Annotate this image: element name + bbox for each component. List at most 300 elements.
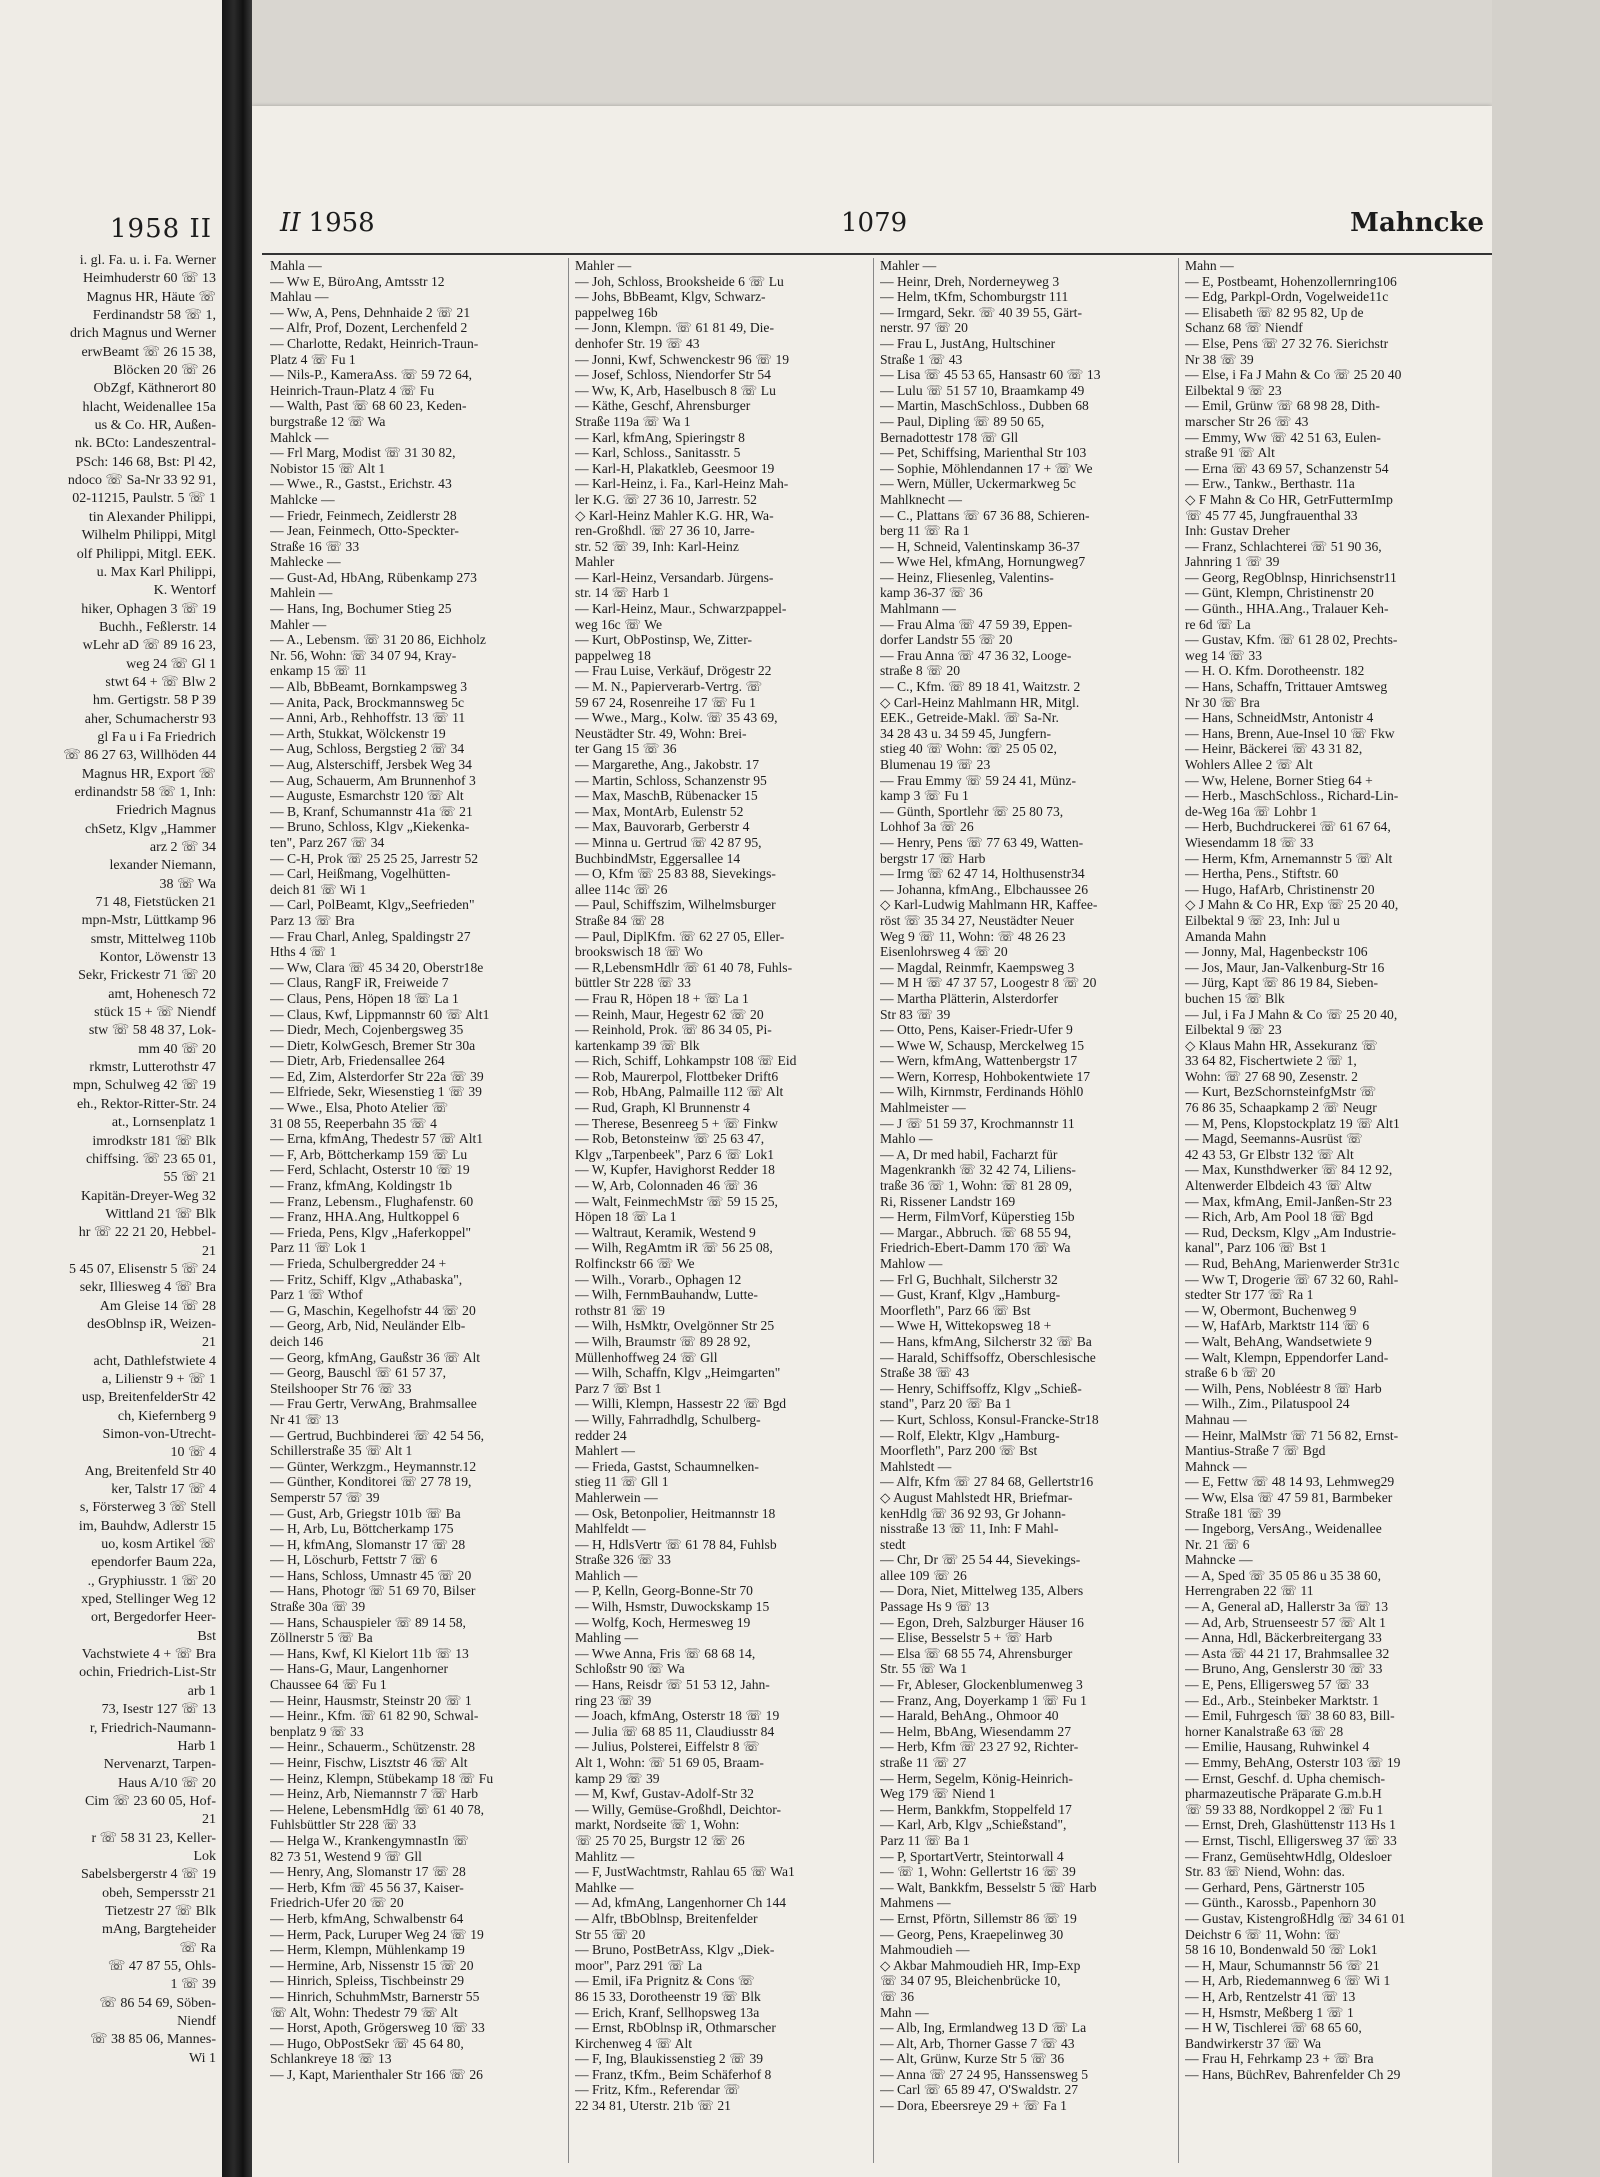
directory-entry-line: — Franz, GemüsehtwHdlg, Oldesloer — [1185, 1848, 1392, 1864]
directory-entry-line: allee 114c ☏ 26 — [575, 881, 668, 897]
left-page-line: hlacht, Weidenallee 15a — [82, 399, 216, 415]
directory-entry-line: kamp 29 ☏ 39 — [575, 1770, 660, 1786]
directory-entry-line: — Georg, kfmAng, Gaußstr 36 ☏ Alt — [270, 1349, 481, 1365]
directory-entry-line: — Johanna, kfmAng., Elbchaussee 26 — [880, 881, 1089, 897]
directory-entry-line: benplatz 9 ☏ 33 — [270, 1723, 364, 1739]
left-page-line: gl Fa u i Fa Friedrich — [97, 729, 216, 745]
directory-entry-line: — Gust, Kranf, Klgv „Hamburg- — [880, 1287, 1061, 1303]
directory-entry-line: — Elisabeth ☏ 82 95 82, Up de — [1185, 304, 1364, 320]
directory-entry-line: Mantius-Straße 7 ☏ Bgd — [1185, 1443, 1326, 1459]
directory-entry-line: Deichstr 6 ☏ 11, Wohn: ☏ — [1185, 1926, 1341, 1942]
directory-entry-line: — Minna u. Gertrud ☏ 42 87 95, — [575, 834, 762, 850]
directory-entry-line: — Claus, Pens, Höpen 18 ☏ La 1 — [270, 990, 459, 1006]
directory-entry-line: — F, JustWachtmstr, Rahlau 65 ☏ Wa1 — [575, 1864, 795, 1880]
directory-entry-line: — Günth, Sportlehr ☏ 25 80 73, — [880, 803, 1064, 819]
left-page-line: ochin, Friedrich-List-Str — [79, 1665, 216, 1681]
directory-entry-line: — Günth., HHA.Ang., Tralauer Keh- — [1185, 601, 1389, 617]
directory-entry-line: — Frl Marg, Modist ☏ 31 30 82, — [270, 445, 456, 461]
directory-entry-line: — Gust, Arb, Griegstr 101b ☏ Ba — [270, 1505, 461, 1521]
directory-entry-line: — Dietr, KolwGesch, Bremer Str 30a — [270, 1037, 476, 1053]
directory-entry-line: — Diedr, Mech, Cojenbergsweg 35 — [270, 1022, 464, 1038]
directory-entry-line: — Wilh, HsMktr, Ovelgönner Str 25 — [575, 1318, 775, 1334]
directory-entry-line: — Fr, Ableser, Glockenblumenweg 3 — [880, 1677, 1083, 1693]
directory-entry-line: Mahlein — — [270, 585, 333, 601]
directory-entry-line: — Frau Emmy ☏ 59 24 41, Münz- — [880, 772, 1076, 788]
directory-entry-line: Nobistor 15 ☏ Alt 1 — [270, 460, 386, 476]
directory-entry-line: marscher Str 26 ☏ 43 — [1185, 413, 1309, 429]
directory-entry-line: Straße 30a ☏ 39 — [270, 1599, 366, 1615]
directory-entry-line: — Harald, BehAng., Ohmoor 40 — [880, 1708, 1059, 1724]
directory-entry-line: — Rob, Betonsteinw ☏ 25 63 47, — [575, 1131, 765, 1147]
directory-entry-line: — Ed, Zim, Alsterdorfer Str 22a ☏ 39 — [270, 1068, 484, 1084]
directory-entry-line: — H, HdlsVertr ☏ 61 78 84, Fuhlsb — [575, 1536, 777, 1552]
directory-entry-line: — Otto, Pens, Kaiser-Friedr-Ufer 9 — [880, 1022, 1073, 1038]
left-page-line: Wilhelm Philippi, Mitgl — [81, 528, 216, 544]
directory-entry-line: — Frieda, Gastst, Schaumnelken- — [575, 1458, 759, 1474]
left-page-line: i. gl. Fa. u. i. Fa. Werner — [79, 253, 216, 268]
directory-entry-line: ren-Großhdl. ☏ 27 36 10, Jarre- — [575, 523, 755, 539]
directory-entry-line: Mahler — — [880, 258, 937, 273]
directory-entry-line: — Magd, Seemanns-Ausrüst ☏ — [1185, 1131, 1363, 1147]
directory-entry-line: — Heinr., Kfm. ☏ 61 82 90, Schwal- — [270, 1708, 479, 1724]
directory-entry-line: — Herm, Kfm, Arnemannstr 5 ☏ Alt — [1185, 850, 1393, 866]
directory-entry-line: — H, Arb, Rentzelstr 41 ☏ 13 — [1185, 1988, 1356, 2004]
directory-entry-line: — Günt, Klempn, Christinenstr 20 — [1185, 585, 1374, 601]
left-page-line: Wittland 21 ☏ Blk — [105, 1206, 216, 1222]
directory-entry-line: — Heinr, Fischw, Lisztstr 46 ☏ Alt — [270, 1755, 468, 1770]
directory-entry-line: — H, Arb, Riedemannweg 6 ☏ Wi 1 — [1185, 1973, 1391, 1989]
directory-entry-line: Mahlmann — — [880, 601, 956, 617]
directory-entry-line: — Herb, Buchdruckerei ☏ 61 67 64, — [1185, 819, 1391, 835]
directory-entry-line: ◇ F Mahn & Co HR, GetrFuttermImp — [1185, 491, 1393, 507]
directory-entry-line: — Herm, FilmVorf, Küperstieg 15b — [880, 1209, 1075, 1225]
directory-entry-line: — Frieda, Schulbergredder 24 + — [270, 1256, 447, 1271]
directory-entry-line: — Josef, Schloss, Niendorfer Str 54 — [575, 367, 771, 383]
left-page-line: r, Friedrich-Naumann- — [89, 1720, 216, 1736]
directory-entry-line: stedt — [880, 1536, 906, 1552]
directory-entry-line: — Waltraut, Keramik, Westend 9 — [575, 1224, 756, 1240]
directory-entry-line: Platz 4 ☏ Fu 1 — [270, 351, 356, 367]
directory-entry-line: Mahlke — — [575, 1879, 634, 1895]
directory-entry-line: — Fritz, Kfm., Referendar ☏ — [575, 2082, 741, 2098]
directory-entry-line: — Emmy, Ww ☏ 42 51 63, Eulen- — [1185, 429, 1381, 445]
directory-entry-line: buchen 15 ☏ Blk — [1185, 990, 1285, 1006]
directory-entry-line: — Irmgard, Sekr. ☏ 40 39 55, Gärt- — [880, 304, 1082, 320]
directory-entry-line: Zöllnerstr 5 ☏ Ba — [270, 1630, 373, 1646]
directory-entry-line: — Aug, Alsterschiff, Jersbek Weg 34 — [270, 757, 472, 772]
directory-entry-line: — E, Postbeamt, Hohenzollernring106 — [1185, 273, 1397, 289]
left-page-line: u. Max Karl Philippi, — [96, 564, 216, 580]
directory-entry-line: Mahnau — — [1185, 1411, 1247, 1427]
left-page-line: Haus A/10 ☏ 20 — [117, 1775, 216, 1791]
directory-entry-line: pharmazeutische Präparate G.m.b.H — [1185, 1786, 1382, 1802]
left-page-line: smstr, Mittelweg 110b — [90, 931, 216, 947]
directory-entry-line: — Therese, Besenreeg 5 + ☏ Finkw — [575, 1115, 778, 1131]
directory-entry-line: — Helm, tKfm, Schomburgstr 111 — [880, 289, 1069, 305]
directory-entry-line: — Ww E, BüroAng, Amtsstr 12 — [270, 273, 445, 289]
directory-entry-line: — Frau Alma ☏ 47 59 39, Eppen- — [880, 616, 1073, 632]
left-page-line: 21 — [202, 1243, 216, 1259]
directory-entry-line: — Ww, Clara ☏ 45 34 20, Oberstr18e — [270, 959, 484, 975]
directory-entry-line: Mahlich — — [575, 1567, 638, 1583]
listing-column-1 — [264, 258, 569, 2163]
directory-entry-line: — Egon, Dreh, Salzburger Häuser 16 — [880, 1614, 1084, 1630]
directory-entry-line: — Lisa ☏ 45 53 65, Hansastr 60 ☏ 13 — [880, 367, 1101, 383]
directory-entry-line: 33 64 82, Fischertwiete 2 ☏ 1, — [1185, 1053, 1357, 1069]
directory-entry-line: — Heinz, Klempn, Stübekamp 18 ☏ Fu — [270, 1770, 494, 1786]
directory-entry-line: — Friedr, Feinmech, Zeidlerstr 28 — [270, 507, 457, 523]
directory-entry-line: 58 16 10, Bondenwald 50 ☏ Lok1 — [1185, 1942, 1378, 1958]
directory-entry-line: — Heinr, Dreh, Norderneyweg 3 — [880, 273, 1060, 289]
left-page-line: Kapitän-Dreyer-Weg 32 — [80, 1188, 216, 1204]
header-year-block — [280, 208, 375, 238]
directory-entry-line: — W, Arb, Colonnaden 46 ☏ 36 — [575, 1178, 758, 1194]
directory-entry-line: weg 14 ☏ 33 — [1185, 647, 1263, 663]
directory-entry-line: — Heinz, Fliesenleg, Valentins- — [880, 569, 1054, 585]
directory-entry-line: — Henry, Ang, Slomanstr 17 ☏ 28 — [270, 1864, 466, 1880]
directory-entry-line: — Fritz, Schiff, Klgv „Athabaska", — [270, 1271, 463, 1287]
directory-entry-line: Str. 83 ☏ Niend, Wohn: das. — [1185, 1864, 1345, 1880]
left-page-line: erwBeamt ☏ 26 15 38, — [81, 344, 216, 360]
left-page-line: ☏ 47 87 55, Ohls- — [107, 1958, 216, 1974]
directory-entry-line: 31 08 55, Reeperbahn 35 ☏ 4 — [270, 1115, 437, 1131]
directory-entry-line: — Rob, HbAng, Palmaille 112 ☏ Alt — [575, 1084, 784, 1100]
directory-entry-line: nisstraße 13 ☏ 11, Inh: F Mahl- — [880, 1521, 1059, 1537]
directory-entry-line: — Nils-P., KameraAss. ☏ 59 72 64, — [270, 367, 473, 383]
directory-entry-line: — Ww, Helene, Borner Stieg 64 + — [1185, 772, 1373, 788]
directory-entry-line: — Ww, K, Arb, Haselbusch 8 ☏ Lu — [575, 382, 776, 398]
directory-entry-line: — E, Fettw ☏ 48 14 93, Lehmweg29 — [1185, 1474, 1395, 1490]
directory-entry-line: — Carl, PolBeamt, Klgv„Seefrieden" — [270, 897, 475, 913]
directory-entry-line: — Wwe W, Schausp, Merckelweg 15 — [880, 1037, 1084, 1053]
directory-entry-line: traße 36 ☏ 1, Wohn: ☏ 81 28 09, — [880, 1178, 1072, 1194]
left-page-line: Wi 1 — [188, 2050, 216, 2066]
directory-entry-line: — Rud, Graph, Kl Brunnenstr 4 — [575, 1100, 750, 1116]
left-page-line: Buchh., Feßlerstr. 14 — [98, 619, 216, 635]
left-page-line: desOblnsp iR, Weizen- — [87, 1316, 216, 1332]
page-header — [276, 206, 1492, 248]
directory-entry-line: Friedrich-Ufer 20 ☏ 20 — [270, 1895, 404, 1911]
directory-entry-line: — Hans, Kwf, Kl Kielort 11b ☏ 13 — [270, 1645, 469, 1661]
directory-entry-line: — M, Pens, Klopstockplatz 19 ☏ Alt1 — [1185, 1115, 1400, 1131]
left-page-line: ☏ 38 85 06, Mannes- — [90, 2032, 216, 2048]
directory-entry-line: — Wilh, Hsmstr, Duwockskamp 15 — [575, 1599, 770, 1615]
directory-entry-line: kenHdlg ☏ 36 92 93, Gr Johann- — [880, 1505, 1066, 1521]
directory-entry-line: — Elise, Besselstr 5 + ☏ Harb — [880, 1630, 1053, 1646]
directory-entry-line: straße 91 ☏ Alt — [1185, 445, 1275, 461]
left-page-line: ch, Kiefernberg 9 — [117, 1408, 216, 1424]
left-page-line: xped, Stellinger Weg 12 — [81, 1592, 216, 1608]
directory-entry-line: — Heinr, MalMstr ☏ 71 56 82, Ernst- — [1185, 1427, 1399, 1443]
left-page-line: arb 1 — [187, 1683, 216, 1699]
directory-entry-line: redder 24 — [575, 1427, 627, 1443]
left-page-line: 02-11215, Paulstr. 5 ☏ 1 — [72, 491, 216, 507]
directory-entry-line: Weg 9 ☏ 11, Wohn: ☏ 48 26 23 — [880, 928, 1066, 944]
directory-entry-line: — Georg, Pens, Kraepelinweg 30 — [880, 1926, 1064, 1942]
directory-entry-line: — Hans, Photogr ☏ 51 69 70, Bilser — [270, 1583, 476, 1599]
left-page-line: Tietzestr 27 ☏ Blk — [105, 1903, 216, 1919]
left-page-line: weg 24 ☏ Gl 1 — [126, 656, 216, 672]
directory-entry-line: — Paul, Schiffszim, Wilhelmsburger — [575, 897, 776, 913]
directory-entry-line: — Wwe., R., Gastst., Erichstr. 43 — [270, 476, 452, 492]
directory-entry-line: Mahlerwein — — [575, 1489, 658, 1505]
left-page-line: 5 45 07, Elisenstr 5 ☏ 24 — [69, 1261, 216, 1277]
left-page-line: uo, kosm Artikel ☏ — [101, 1537, 216, 1553]
directory-entry-line: — Walt, BehAng, Wandsetwiete 9 — [1185, 1333, 1372, 1349]
directory-entry-line: straße 8 ☏ 20 — [880, 663, 961, 679]
directory-entry-line: 86 15 33, Dorotheenstr 19 ☏ Blk — [575, 1988, 761, 2004]
left-page-line: Cim ☏ 23 60 05, Hof- — [84, 1793, 216, 1809]
directory-entry-line: — Karl-Heinz, Versandarb. Jürgens- — [575, 569, 774, 585]
directory-entry-line: — H, kfmAng, Slomanstr 17 ☏ 28 — [270, 1536, 466, 1552]
left-page-line: ☏ Ra — [179, 1940, 216, 1956]
directory-entry-line: Schillerstraße 35 ☏ Alt 1 — [270, 1443, 413, 1459]
directory-entry-line: — G, Maschin, Kegelhofstr 44 ☏ 20 — [270, 1302, 476, 1318]
left-page-line: Sekr, Frickestr 71 ☏ 20 — [78, 968, 216, 984]
left-page-line: ObZgf, Käthnerort 80 — [93, 381, 216, 397]
directory-entry-line: Parz 7 ☏ Bst 1 — [575, 1380, 662, 1396]
directory-entry-line: — Carl, Heißmang, Vogelhütten- — [270, 866, 451, 882]
left-page-line: olf Philippi, Mitgl. EEK. — [76, 546, 216, 562]
directory-entry-line: Schlankreye 18 ☏ 13 — [270, 2051, 392, 2067]
left-page-line: Niendf — [177, 2014, 216, 2029]
directory-entry-line: ◇ Akbar Mahmoudieh HR, Imp-Exp — [880, 1957, 1081, 1973]
left-page-line: Ferdinandstr 58 ☏ 1, — [92, 308, 216, 324]
directory-entry-line: Eilbektal 9 ☏ 23 — [1185, 1022, 1282, 1038]
directory-entry-line: stand", Parz 20 ☏ Ba 1 — [880, 1396, 1012, 1412]
directory-entry-line: — Walth, Past ☏ 68 60 23, Keden- — [270, 398, 467, 414]
directory-entry-line: — Herm, Bankkfm, Stoppelfeld 17 — [880, 1801, 1072, 1817]
left-page-line: aher, Schumacherstr 93 — [84, 711, 216, 727]
directory-entry-line: weg 16c ☏ We — [575, 616, 662, 632]
directory-entry-line: — Ernst, Tischl, Elligersweg 37 ☏ 33 — [1185, 1832, 1397, 1848]
directory-entry-line: — Helene, LebensmHdlg ☏ 61 40 78, — [270, 1801, 485, 1817]
directory-entry-line: — Franz, Schlachterei ☏ 51 90 36, — [1185, 538, 1382, 554]
directory-entry-line: Klgv „Tarpenbeek", Parz 6 ☏ Lok1 — [575, 1146, 775, 1162]
directory-entry-line: — Anni, Arb., Rehhoffstr. 13 ☏ 11 — [270, 710, 466, 726]
directory-entry-line: — Herb, Kfm ☏ 23 27 92, Richter- — [880, 1739, 1079, 1755]
directory-entry-line: — Else, i Fa J Mahn & Co ☏ 25 20 40 — [1185, 367, 1402, 383]
left-page-line: Magnus HR, Export ☏ — [81, 766, 216, 782]
directory-entry-line: — Claus, RangF iR, Freiweide 7 — [270, 975, 449, 991]
directory-entry-line: — Wilh, FernmBauhandw, Lutte- — [575, 1287, 758, 1303]
directory-entry-line: Mahlcke — — [270, 491, 335, 507]
directory-entry-line: — Aug, Schloss, Bergstieg 2 ☏ 34 — [270, 741, 465, 757]
directory-entry-line: ten", Parz 267 ☏ 34 — [270, 834, 385, 850]
directory-entry-line: Mahlert — — [575, 1443, 636, 1459]
directory-entry-line: ☏ Alt, Wohn: Thedestr 79 ☏ Alt — [270, 2004, 458, 2020]
directory-entry-line: — Joach, kfmAng, Osterstr 18 ☏ 19 — [575, 1708, 780, 1724]
directory-entry-line: — Hans, Reisdr ☏ 51 53 12, Jahn- — [575, 1677, 770, 1693]
directory-entry-line: Eilbektal 9 ☏ 23, Inh: Jul u — [1185, 912, 1340, 928]
directory-entry-line: — Margarethe, Ang., Jakobstr. 17 — [575, 757, 759, 772]
directory-entry-line: Str. 55 ☏ Wa 1 — [880, 1661, 968, 1677]
directory-entry-line: Mahler — — [575, 258, 632, 273]
left-page-lines — [0, 252, 216, 2068]
left-page-line: 21 — [202, 1812, 216, 1828]
directory-entry-line: Parz 11 ☏ Lok 1 — [270, 1240, 367, 1256]
directory-entry-line: — Johs, BbBeamt, Klgv, Schwarz- — [575, 289, 766, 305]
directory-entry-line: ☏ 25 70 25, Burgstr 12 ☏ 26 — [575, 1832, 745, 1848]
directory-entry-line: — Henry, Pens ☏ 77 63 49, Watten- — [880, 834, 1084, 850]
directory-entry-line: Mahmoudieh — — [880, 1942, 970, 1958]
directory-entry-line: moor", Parz 291 ☏ La — [575, 1957, 703, 1973]
directory-entry-line: — Wilh., Vorarb., Ophagen 12 — [575, 1271, 742, 1287]
left-page-line: Nervenarzt, Tarpen- — [103, 1757, 216, 1773]
directory-entry-line: — Ad, kfmAng, Langenhorner Ch 144 — [575, 1895, 787, 1911]
directory-entry-line: Wohn: ☏ 27 68 90, Zesenstr. 2 — [1185, 1068, 1358, 1084]
directory-entry-line: stieg 40 ☏ Wohn: ☏ 25 05 02, — [880, 741, 1057, 757]
directory-entry-line: Parz 13 ☏ Bra — [270, 912, 355, 928]
directory-entry-line: — Henry, Schiffsoffz, Klgv „Schieß- — [880, 1380, 1082, 1396]
directory-entry-line: ☏ 36 — [880, 1988, 914, 2004]
directory-entry-line: — Elsa ☏ 68 55 74, Ahrensburger — [880, 1645, 1073, 1661]
directory-entry-line: straße 11 ☏ 27 — [880, 1755, 967, 1770]
directory-entry-line: — Alb, BbBeamt, Bornkampsweg 3 — [270, 679, 468, 695]
directory-entry-line: — Wwe H, Wittekopsweg 18 + — [880, 1318, 1052, 1334]
left-page-line: wLehr aD ☏ 89 16 23, — [82, 638, 216, 654]
directory-entry-line: allee 109 ☏ 26 — [880, 1567, 967, 1583]
directory-entry-line: Müllenhoffweg 24 ☏ Gll — [575, 1349, 718, 1365]
directory-entry-line: — Bruno, Schloss, Klgv „Kiekenka- — [270, 819, 470, 835]
directory-entry-line: Moorfleth", Parz 200 ☏ Bst — [880, 1443, 1038, 1459]
directory-entry-line: — Anna ☏ 27 24 95, Hanssensweg 5 — [880, 2066, 1089, 2082]
directory-entry-line: — Wwe., Elsa, Photo Atelier ☏ — [270, 1100, 449, 1116]
directory-entry-line: berg 11 ☏ Ra 1 — [880, 523, 970, 539]
directory-entry-line: — Karl, Schloss., Sanitasstr. 5 — [575, 445, 741, 461]
directory-entry-line: Steilshooper Str 76 ☏ 33 — [270, 1380, 412, 1396]
directory-entry-line: — Aug, Schauerm, Am Brunnenhof 3 — [270, 772, 476, 788]
directory-entry-line: — Willy, Fahrradhdlg, Schulberg- — [575, 1411, 761, 1427]
directory-entry-line: — Martin, Schloss, Schanzenstr 95 — [575, 772, 767, 788]
directory-entry-line: — Frau L, JustAng, Hultschiner — [880, 335, 1056, 351]
left-page-line: Ang, Breitenfeld Str 40 — [84, 1463, 216, 1479]
directory-entry-line: — Paul, DiplKfm. ☏ 62 27 05, Eller- — [575, 928, 785, 944]
directory-entry-line: 76 86 35, Schaapkamp 2 ☏ Neugr — [1185, 1100, 1377, 1116]
directory-page — [252, 106, 1492, 2177]
left-page-line: im, Bauhdw, Adlerstr 15 — [78, 1518, 216, 1534]
left-page-line: obeh, Sempersstr 21 — [102, 1885, 216, 1901]
directory-entry-line: — Wilh, Schaffn, Klgv „Heimgarten" — [575, 1365, 781, 1381]
directory-entry-line: — Dietr, Arb, Friedensallee 264 — [270, 1053, 445, 1069]
directory-entry-line: — Käthe, Geschf, Ahrensburger — [575, 398, 751, 414]
directory-entry-line: stieg 11 ☏ Gll 1 — [575, 1474, 669, 1490]
directory-entry-line: — Jean, Feinmech, Otto-Speckter- — [270, 523, 459, 539]
directory-entry-line: Neustädter Str. 49, Wohn: Brei- — [575, 725, 747, 741]
directory-entry-line: str. 52 ☏ 39, Inh: Karl-Heinz — [575, 538, 739, 554]
directory-entry-line: ☏ 34 07 95, Bleichenbrücke 10, — [880, 1973, 1061, 1989]
directory-entry-line: — Jürg, Kapt ☏ 86 19 84, Sieben- — [1185, 975, 1379, 991]
directory-entry-line: Magenkrankh ☏ 32 42 74, Liliens- — [880, 1162, 1076, 1178]
directory-entry-line: — Jul, i Fa J Mahn & Co ☏ 25 20 40, — [1185, 1006, 1398, 1022]
directory-entry-line: Mahla — — [270, 258, 322, 273]
directory-entry-line: — Frau Anna ☏ 47 36 32, Looge- — [880, 647, 1072, 663]
left-page-line: Simon-von-Utrecht- — [102, 1427, 216, 1442]
directory-entry-line: — Martin, MaschSchloss., Dubben 68 — [880, 398, 1089, 414]
listing-column-4 — [1179, 258, 1484, 2163]
directory-entry-line: — Heinr, Bäckerei ☏ 43 31 82, — [1185, 741, 1363, 757]
directory-entry-line: — Hans, Schaffn, Trittauer Amtsweg — [1185, 679, 1388, 695]
directory-entry-line: — Kurt, Schloss, Konsul-Francke-Str18 — [880, 1411, 1099, 1427]
directory-entry-line: — W, Obermont, Buchenweg 9 — [1185, 1302, 1357, 1318]
directory-entry-line: — Else, Pens ☏ 27 32 76. Sierichstr — [1185, 335, 1389, 351]
directory-entry-line: — M, Kwf, Gustav-Adolf-Str 32 — [575, 1786, 754, 1802]
directory-entry-line: — Lulu ☏ 51 57 10, Braamkamp 49 — [880, 382, 1085, 398]
left-page-line: Heimhuderstr 60 ☏ 13 — [83, 271, 216, 287]
directory-entry-line: horner Kanalstraße 63 ☏ 28 — [1185, 1723, 1344, 1739]
directory-entry-line: Mahlfeldt — — [575, 1521, 646, 1537]
directory-entry-line: — Irmg ☏ 62 47 14, Holthusenstr34 — [880, 866, 1085, 882]
directory-entry-line: — Arth, Stukkat, Wölckenstr 19 — [270, 725, 446, 741]
directory-entry-line: — Franz, Lebensm., Flughafenstr. 60 — [270, 1193, 474, 1209]
directory-entry-line: kamp 36-37 ☏ 36 — [880, 585, 983, 601]
directory-entry-line: röst ☏ 35 34 27, Neustädter Neuer — [880, 912, 1075, 928]
directory-entry-line: — Gerhard, Pens, Gärtnerstr 105 — [1185, 1879, 1365, 1895]
directory-entry-line: — H, Maur, Schumannstr 56 ☏ 21 — [1185, 1957, 1380, 1973]
directory-entry-line: kanal", Parz 106 ☏ Bst 1 — [1185, 1240, 1327, 1256]
directory-entry-line: — Dora, Niet, Mittelweg 135, Albers — [880, 1583, 1084, 1599]
directory-entry-line: Jahnring 1 ☏ 39 — [1185, 554, 1280, 570]
directory-entry-line: kartenkamp 39 ☏ Blk — [575, 1037, 700, 1053]
directory-entry-line: — Jos, Maur, Jan-Valkenburg-Str 16 — [1185, 959, 1385, 975]
directory-entry-line: 82 73 51, Westend 9 ☏ Gll — [270, 1848, 422, 1864]
directory-entry-line: Eisenlohrsweg 4 ☏ 20 — [880, 944, 1008, 960]
directory-entry-line: — P, SportartVertr, Steintorwall 4 — [880, 1848, 1064, 1864]
directory-entry-line: pappelweg 18 — [575, 647, 651, 663]
directory-entry-line: — H. O. Kfm. Dorotheenstr. 182 — [1185, 663, 1365, 679]
directory-entry-line: — Emil, Grünw ☏ 68 98 28, Dith- — [1185, 398, 1380, 414]
directory-entry-line: Mahlau — — [270, 289, 329, 305]
left-page-line: acht, Dathlefstwiete 4 — [93, 1353, 216, 1369]
directory-entry-line: — Pet, Schiffsing, Marienthal Str 103 — [880, 445, 1087, 461]
directory-entry-line: — Frau Gertr, VerwAng, Brahmsallee — [270, 1396, 477, 1412]
left-page-line: stw ☏ 58 48 37, Lok- — [88, 1023, 216, 1039]
directory-entry-line: — H, Arb, Lu, Böttcherkamp 175 — [270, 1521, 454, 1537]
left-page-line: ort, Bergedorfer Heer- — [90, 1610, 216, 1626]
directory-entry-line: — Georg, Arb, Nid, Neuländer Elb- — [270, 1318, 466, 1334]
directory-entry-line: — Ed., Arb., Steinbeker Marktstr. 1 — [1185, 1692, 1380, 1708]
directory-entry-line: ☏ 45 77 45, Jungfrauenthal 33 — [1185, 507, 1358, 523]
left-page-line: amt, Hohenesch 72 — [108, 986, 216, 1002]
left-page-line: 73, Isestr 127 ☏ 13 — [101, 1702, 216, 1718]
directory-entry-line: — Reinhold, Prok. ☏ 86 34 05, Pi- — [575, 1022, 772, 1038]
directory-entry-line: Altenwerder Elbdeich 43 ☏ Altw — [1185, 1178, 1372, 1194]
directory-entry-line: Nr 38 ☏ 39 — [1185, 351, 1254, 367]
left-page-line: hiker, Ophagen 3 ☏ 19 — [81, 601, 216, 617]
directory-entry-line: — Edg, Parkpl-Ordn, Vogelweide11c — [1185, 289, 1389, 305]
directory-entry-line: — Max, MontArb, Eulenstr 52 — [575, 803, 744, 819]
directory-entry-line: — Günth., Karossb., Papenhorn 30 — [1185, 1895, 1377, 1911]
directory-entry-line: — Herb, Kfm ☏ 45 56 37, Kaiser- — [270, 1879, 464, 1895]
directory-entry-line: — Walt, Klempn, Eppendorfer Land- — [1185, 1349, 1389, 1365]
directory-entry-line: Mahnck — — [1185, 1458, 1247, 1474]
directory-entry-line: — Alt, Arb, Thorner Gasse 7 ☏ 43 — [880, 2035, 1075, 2051]
directory-entry-line: — Julius, Polsterei, Eiffelstr 8 ☏ — [575, 1739, 760, 1755]
directory-entry-line: brookswisch 18 ☏ Wo — [575, 944, 703, 960]
directory-entry-line: — Karl-Heinz, Maur., Schwarzpappel- — [575, 601, 787, 617]
directory-entry-line: — Gertrud, Buchbinderei ☏ 42 54 56, — [270, 1427, 485, 1443]
directory-entry-line: Nr 41 ☏ 13 — [270, 1411, 339, 1427]
directory-entry-line: Herrengraben 22 ☏ 11 — [1185, 1583, 1314, 1599]
directory-entry-line: — Wolfg, Koch, Hermesweg 19 — [575, 1614, 751, 1630]
directory-entry-line: — Frieda, Pens, Klgv „Haferkoppel" — [270, 1224, 472, 1240]
directory-entry-line: — Ww, A, Pens, Dehnhaide 2 ☏ 21 — [270, 304, 471, 320]
directory-entry-line: — Chr, Dr ☏ 25 54 44, Sievekings- — [880, 1552, 1081, 1568]
directory-entry-line: Rolfinckstr 66 ☏ We — [575, 1256, 695, 1271]
directory-entry-line: — Helm, BbAng, Wiesendamm 27 — [880, 1723, 1072, 1739]
left-page-line: hm. Gertigstr. 58 P 39 — [92, 693, 216, 709]
left-page-line: 38 ☏ Wa — [159, 876, 216, 892]
